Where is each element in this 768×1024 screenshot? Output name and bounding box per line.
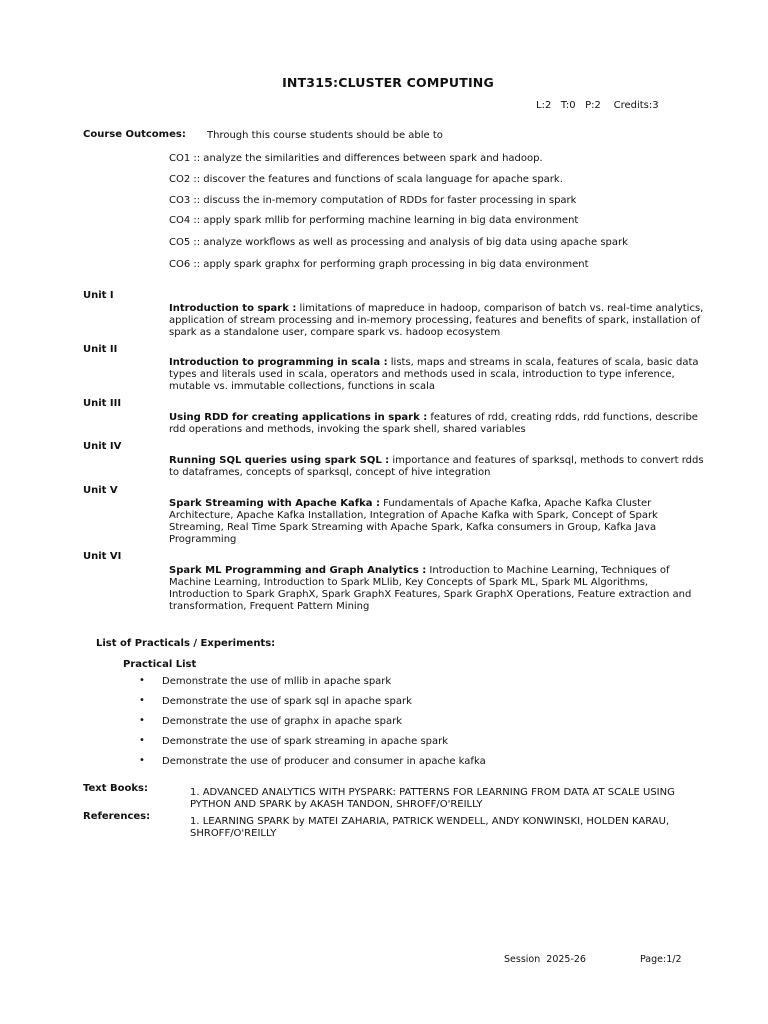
unit-text: lists, maps and streams in scala, features of scala, basic data types and literals used in scala, operators and methods used in scala, introduction to type inference, mutable vs. immutable collections, functions in scala xyxy=(169,357,699,392)
unit-description xyxy=(169,455,704,479)
practical-item: Demonstrate the use of spark sql in apache spark xyxy=(162,696,412,707)
unit-label: Unit IV xyxy=(83,441,122,452)
references-label: References: xyxy=(83,811,151,822)
unit-label: Unit VI xyxy=(83,551,122,562)
unit-text: features of rdd, creating rdds, rdd functions, describe rdd operations and methods, invoking the spark shell, shared variables xyxy=(169,412,698,435)
unit-label: Unit III xyxy=(83,398,122,409)
session-info: Session 2025-26 xyxy=(504,954,586,965)
unit-description xyxy=(169,498,704,546)
unit-text: Introduction to Machine Learning, Techniques of Machine Learning, Introduction to Spark MLlib, Key Concepts of Spark ML, Spark ML Algorithms, Introduction to Spark GraphX, Spark GraphX Features, Spark GraphX Operations, Feature extraction and transformation, Frequent Pattern Mining xyxy=(169,565,692,612)
outcome-item: CO6 :: apply spark graphx for performing graph processing in big data environment xyxy=(169,259,589,270)
bullet-icon: • xyxy=(139,755,145,766)
course-outcomes-label: Course Outcomes: xyxy=(83,129,186,140)
outcome-item: CO3 :: discuss the in-memory computation of RDDs for faster processing in spark xyxy=(169,195,577,206)
unit-heading: Running SQL queries using spark SQL : xyxy=(169,455,390,466)
practical-item: Demonstrate the use of mllib in apache spark xyxy=(162,676,392,687)
outcome-item: CO5 :: analyze workflows as well as processing and analysis of big data using apache spark xyxy=(169,237,628,248)
bullet-icon: • xyxy=(139,735,145,746)
bullet-icon: • xyxy=(139,695,145,706)
unit-description xyxy=(169,357,704,393)
unit-text: Fundamentals of Apache Kafka, Apache Kafka Cluster Architecture, Apache Kafka Installation, Integration of Apache Kafka with Spark, Concept of Spark Streaming, Real Time Spark Streaming with Apache Spark, Kafka consumers in Group, Kafka Java Programming xyxy=(169,498,658,545)
page-number: Page:1/2 xyxy=(640,954,682,965)
unit-description xyxy=(169,303,704,339)
textbook-item: 1. ADVANCED ANALYTICS WITH PYSPARK: PATTERNS FOR LEARNING FROM DATA AT SCALE USING PYTHON AND SPARK by AKASH TANDON, SHROFF/O'REILLY xyxy=(190,787,675,810)
reference-item: 1. LEARNING SPARK by MATEI ZAHARIA, PATRICK WENDELL, ANDY KONWINSKI, HOLDEN KARAU, SHROFF/O'REILLY xyxy=(190,816,670,839)
practical-item: Demonstrate the use of spark streaming in apache spark xyxy=(162,736,449,747)
unit-label: Unit V xyxy=(83,485,118,496)
unit-text: limitations of mapreduce in hadoop, comparison of batch vs. real-time analytics, application of stream processing and in-memory processing, features and benefits of spark, installation of spark as a standalone user, compare spark vs. hadoop ecosystem xyxy=(169,303,704,338)
unit-heading: Spark Streaming with Apache Kafka : xyxy=(169,498,380,509)
practicals-heading: List of Practicals / Experiments: xyxy=(96,638,276,649)
outcome-item: CO4 :: apply spark mllib for performing machine learning in big data environment xyxy=(169,215,579,226)
practical-item: Demonstrate the use of producer and consumer in apache kafka xyxy=(162,756,486,767)
bullet-icon: • xyxy=(139,715,145,726)
unit-heading: Introduction to spark : xyxy=(169,303,297,314)
credit-info: L:2 T:0 P:2 Credits:3 xyxy=(536,100,659,111)
unit-heading: Spark ML Programming and Graph Analytics : xyxy=(169,565,427,576)
bullet-icon: • xyxy=(139,675,145,686)
course-title: INT315:CLUSTER COMPUTING xyxy=(282,75,494,90)
unit-description xyxy=(169,565,704,613)
course-outcomes-intro: Through this course students should be able to xyxy=(207,130,443,141)
outcome-item: CO1 :: analyze the similarities and differences between spark and hadoop. xyxy=(169,153,543,164)
practical-list-subheading: Practical List xyxy=(123,659,197,670)
outcome-item: CO2 :: discover the features and functions of scala language for apache spark. xyxy=(169,174,563,185)
unit-label: Unit I xyxy=(83,290,114,301)
unit-label: Unit II xyxy=(83,344,118,355)
practical-item: Demonstrate the use of graphx in apache spark xyxy=(162,716,402,727)
unit-heading: Introduction to programming in scala : xyxy=(169,357,388,368)
unit-text: importance and features of sparksql, methods to convert rdds to dataframes, concepts of sparksql, concept of hive integration xyxy=(169,455,704,478)
unit-description xyxy=(169,412,704,436)
textbooks-label: Text Books: xyxy=(83,783,148,794)
unit-heading: Using RDD for creating applications in spark : xyxy=(169,412,428,423)
